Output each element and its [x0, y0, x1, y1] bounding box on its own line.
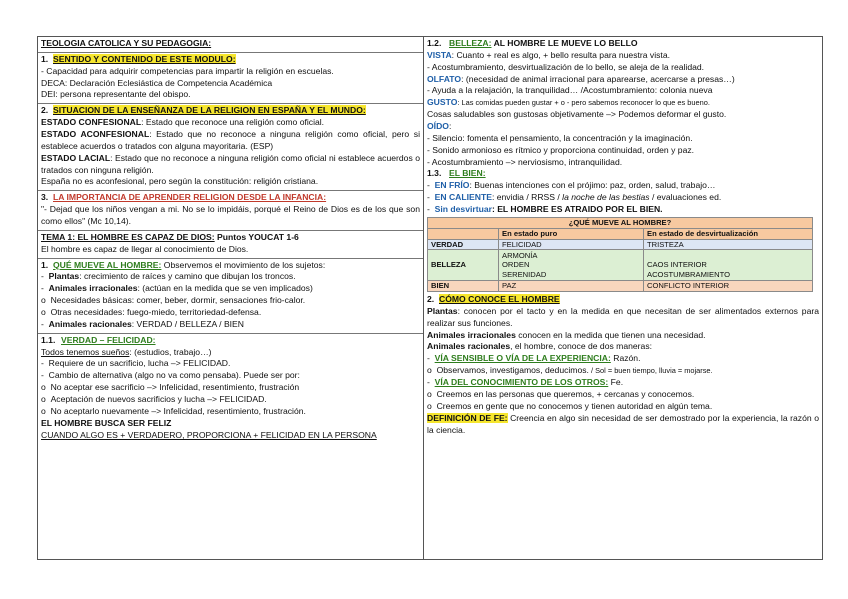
section-2-heading: 2. SITUACION DE LA ENSEÑANZA DE LA RELIGION EN ESPAÑA Y EL MUNDO: — [41, 105, 366, 116]
en-frio-line: - EN FRÍO: Buenas intenciones con el prójimo: paz, orden, salud, trabajo… — [427, 180, 716, 191]
q11-line: o No aceptar ese sacrificio –> Infelicidad, resentimiento, frustración — [41, 382, 300, 393]
section-1-heading: 1. SENTIDO Y CONTENIDO DE ESTE MODULO: — [41, 53, 236, 64]
estado-laical: ESTADO LACIAL: Estado que no reconoce a ninguna religión como oficial ni establece acuerdos o tratados con ninguna religión. — [41, 152, 420, 175]
section-3-heading: 3. LA IMPORTANCIA DE APRENDER RELIGION DESDE LA INFANCIA: — [41, 192, 327, 203]
right-column — [424, 37, 822, 559]
page-title: TEOLOGIA CATOLICA Y SU PEDAGOGIA: — [41, 38, 212, 48]
q1-heading: 1. QUÉ MUEVE AL HOMBRE: Observemos el movimiento de los sujetos: — [41, 259, 326, 270]
table-row-bien: BIEN PAZ CONFLICTO INTERIOR — [428, 281, 813, 292]
q11-closing-underlined: CUANDO ALGO ES + VERDADERO, PROPORCIONA + FELICIDAD EN LA PERSONA — [41, 429, 377, 440]
document-page — [37, 36, 823, 560]
divider — [38, 52, 423, 53]
q13-heading: 1.3. EL BIEN: — [427, 168, 486, 179]
via-conocimiento-detail: o Creemos en gente que no conocemos y tienen autoridad en algún tema. — [427, 400, 713, 411]
que-mueve-table — [427, 217, 813, 292]
estado-confesional: ESTADO CONFESIONAL: Estado que reconoce una religión como oficial. — [41, 117, 325, 128]
olfato-detail: - Ayuda a la relajación, la tranquilidad… /Acostumbramiento: colonia nueva — [427, 85, 713, 96]
s2-note: España no es aconfesional, pero según la constitución: religión cristiana. — [41, 176, 319, 187]
s1-line: DEI: persona representante del obispo. — [41, 89, 191, 100]
q11-line: o No aceptarlo nuevamente –> Infelicidad, resentimiento, frustración. — [41, 405, 306, 416]
via-sensible: - VÍA SENSIBLE O VÍA DE LA EXPERIENCIA: Razón. — [427, 353, 641, 364]
table-col-puro: En estado puro — [499, 228, 644, 239]
gusto-detail: Cosas saludables son gustosas objetivamente –> Podemos deformar el gusto. — [427, 109, 727, 120]
table-title: ¿QUÉ MUEVE AL HOMBRE? — [428, 217, 813, 228]
q1-line: - Animales racionales: VERDAD / BELLEZA / BIEN — [41, 318, 245, 329]
divider — [38, 190, 423, 191]
vista-line: VISTA: Cuanto + real es algo, + bello resulta para nuestra vista. — [427, 49, 670, 60]
oido-detail: - Silencio: fomenta el pensamiento, la concentración y la imaginación. — [427, 132, 693, 143]
via-conocimiento: - VÍA DEL CONOCIMIENTO DE LOS OTROS: Fe. — [427, 377, 624, 388]
q2-irracionales: Animales irracionales conocen en la medida que tienen una necesidad. — [427, 329, 706, 340]
tema-intro: El hombre es capaz de llegar al conocimiento de Dios. — [41, 243, 249, 254]
s1-line: - Capacidad para adquirir competencias para impartir la religión en escuelas. — [41, 65, 334, 76]
gusto-line: GUSTO: Las comidas pueden gustar + o - pero sabemos reconocer lo que es bueno. — [427, 97, 710, 108]
q1-line: - Animales irracionales: (actúan en la medida que se ven implicados) — [41, 283, 313, 294]
divider — [38, 103, 423, 104]
s1-line: DECA: Declaración Eclesiástica de Competencia Académica — [41, 77, 273, 88]
sin-desvirtuar-line: - Sin desvirtuar: EL HOMBRE ES ATRAIDO POR EL BIEN. — [427, 204, 663, 215]
divider — [38, 230, 423, 231]
divider — [38, 333, 423, 334]
via-sensible-detail: o Observamos, investigamos, deducimos. / Sol = buen tiempo, lluvia = mojarse. — [427, 365, 713, 376]
vista-detail: - Acostumbramiento, desvirtualización de lo bello, se aleja de la realidad. — [427, 61, 705, 72]
q11-intro: Todos tenemos sueños: (estudios, trabajo…) — [41, 346, 212, 357]
table-row-verdad: VERDAD FELICIDAD TRISTEZA — [428, 239, 813, 250]
q1-line: o Otras necesidades: fuego-miedo, territoriedad-defensa. — [41, 307, 262, 318]
q1-line: o Necesidades básicas: comer, beber, dormir, sensaciones frio-calor. — [41, 295, 306, 306]
table-col-desv: En estado de desvirtualización — [644, 228, 813, 239]
oido-line: OÍDO: — [427, 121, 452, 132]
tema-heading: TEMA 1: EL HOMBRE ES CAPAZ DE DIOS: Puntos YOUCAT 1-6 — [41, 231, 299, 242]
q2-plantas: Plantas: conocen por el tacto y en la medida en que necesitan de ser alimentados externos para realizar sus funciones. — [427, 305, 819, 328]
table-corner — [428, 228, 499, 239]
definicion-fe: DEFINICIÓN DE FE: Creencia en algo sin necesidad de ser demostrado por la experiencia, la razón o la ciencia. — [427, 412, 819, 435]
q11-line: - Cambio de alternativa (algo no va como pensaba). Puede ser por: — [41, 370, 300, 381]
en-caliente-line: - EN CALIENTE: envidia / RRSS / la noche de las bestias / evaluaciones ed. — [427, 192, 722, 203]
oido-detail: - Sonido armonioso es rítmico y proporciona continuidad, orden y paz. — [427, 144, 695, 155]
divider — [38, 258, 423, 259]
via-conocimiento-detail: o Creemos en las personas que queremos, + cercanas y conocemos. — [427, 388, 695, 399]
left-column — [38, 37, 424, 559]
estado-aconfesional: ESTADO ACONFESIONAL: Estado que no reconoce a ninguna religión como oficial, pero si establece acuerdos o tratados con alguna mayoritaria. (ESP) — [41, 129, 420, 151]
q2-racionales: Animales racionales, el hombre, conoce de dos maneras: — [427, 341, 653, 352]
q11-closing: EL HOMBRE BUSCA SER FELIZ — [41, 417, 172, 428]
q11-heading: 1.1. VERDAD – FELICIDAD: — [41, 334, 156, 345]
q12-heading: 1.2. BELLEZA: AL HOMBRE LE MUEVE LO BELLO — [427, 38, 638, 48]
q11-line: o Aceptación de nuevos sacrificios y lucha –> FELICIDAD. — [41, 394, 267, 405]
q11-line: - Requiere de un sacrificio, lucha –> FELICIDAD. — [41, 358, 231, 369]
table-row-belleza: BELLEZA ARMONÍA ORDEN SERENIDAD CAOS INTERIOR ACOSTUMBRAMIENTO — [428, 250, 813, 281]
bible-quote: "- Dejad que los niños vengan a mi. No se lo impidáis, porqué el Reino de Dios es de los que son como ellos" (Mc 10,14). — [41, 204, 420, 227]
olfato-line: OLFATO: (necesidad de animal irracional para aparearse, acercarse a presas…) — [427, 73, 735, 84]
oido-detail: - Acostumbramiento –> nerviosismo, intranquilidad. — [427, 156, 623, 167]
q2-heading: 2. CÓMO CONOCE EL HOMBRE — [427, 294, 560, 305]
q1-line: - Plantas: crecimiento de raíces y camino que dibujan los troncos. — [41, 271, 296, 282]
